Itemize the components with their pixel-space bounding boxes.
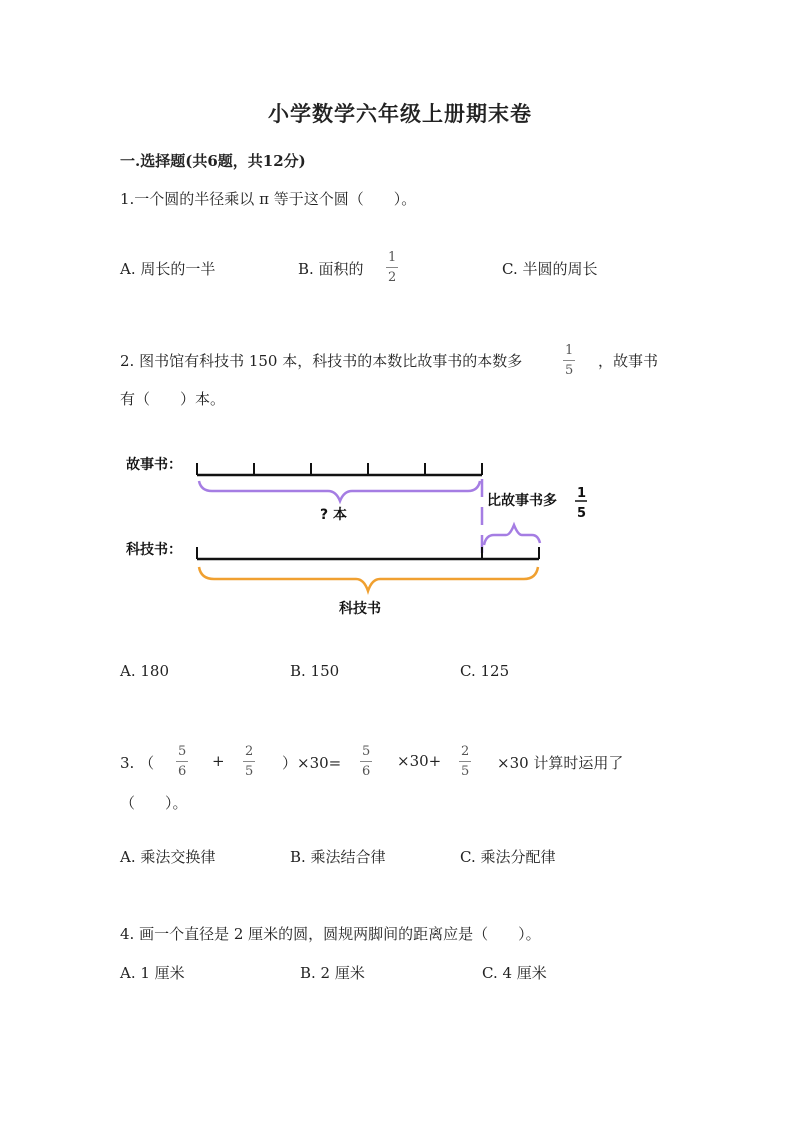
fraction-bar bbox=[360, 761, 372, 762]
fraction-denominator: 6 bbox=[178, 764, 187, 779]
fraction-bar bbox=[386, 267, 398, 268]
q3-plus: + bbox=[212, 752, 225, 770]
purple-brace-extra bbox=[484, 525, 540, 545]
q3-stem-line2: （ ）。 bbox=[120, 794, 188, 812]
fraction-bar bbox=[176, 761, 188, 762]
label-tech-books: 科技书： bbox=[126, 542, 182, 558]
question-1-stem: 1.一个圆的半径乘以 π 等于这个圆（ ）。 bbox=[120, 190, 417, 208]
q2-option-c[interactable]: C. 125 bbox=[460, 662, 510, 680]
question-2-stem-line2: 有（ ）本。 bbox=[120, 390, 226, 408]
q3-mid1: ）×30= bbox=[282, 754, 342, 772]
q3-option-b[interactable]: B. 乘法结合律 bbox=[290, 848, 386, 866]
q3-fraction-1 bbox=[176, 745, 188, 778]
fraction-numerator: 1 bbox=[388, 250, 397, 265]
fraction-denominator: 5 bbox=[461, 764, 470, 779]
fraction-bar bbox=[243, 761, 255, 762]
q3-fraction-4 bbox=[459, 745, 471, 778]
question-2-stem-line1: 2. 图书馆有科技书 150 本，科技书的本数比故事书的本数多 bbox=[120, 352, 523, 370]
fraction-numerator: 5 bbox=[362, 744, 371, 759]
q3-mid2: ×30+ bbox=[397, 752, 442, 770]
q3-tail: ×30 计算时运用了 bbox=[497, 754, 624, 772]
orange-brace-tech bbox=[199, 567, 538, 591]
fraction-numerator: 2 bbox=[461, 744, 470, 759]
label-story-books: 故事书： bbox=[126, 457, 182, 473]
q1-option-b[interactable]: B. 面积的 bbox=[298, 260, 364, 278]
q4-option-a[interactable]: A. 1 厘米 bbox=[120, 964, 185, 982]
fraction-numerator: 5 bbox=[178, 744, 187, 759]
q4-option-c[interactable]: C. 4 厘米 bbox=[482, 964, 547, 982]
q3-open: 3. （ bbox=[120, 754, 155, 772]
q2-stem-fraction bbox=[563, 344, 575, 377]
q1-option-a[interactable]: A. 周长的一半 bbox=[120, 260, 216, 278]
question-2-stem-tail: ，故事书 bbox=[598, 352, 659, 370]
label-more-than: 比故事书多 bbox=[487, 493, 557, 509]
q2-option-b[interactable]: B. 150 bbox=[290, 662, 340, 680]
page-title: 小学数学六年级上册期末卷 bbox=[268, 101, 532, 126]
fraction-numerator: 2 bbox=[245, 744, 254, 759]
fraction-bar bbox=[563, 360, 575, 361]
q3-option-c[interactable]: C. 乘法分配律 bbox=[460, 848, 556, 866]
fraction-denominator: 5 bbox=[245, 764, 254, 779]
section-heading: 一.选择题(共6题，共12分) bbox=[120, 152, 306, 170]
fraction-bar bbox=[459, 761, 471, 762]
q3-fraction-2 bbox=[243, 745, 255, 778]
line-segment-diagram bbox=[120, 445, 610, 625]
question-4-stem: 4. 画一个直径是 2 厘米的圆，圆规两脚间的距离应是（ ）。 bbox=[120, 925, 541, 943]
q1-option-b-fraction bbox=[386, 251, 398, 284]
fraction-denominator: 6 bbox=[362, 764, 371, 779]
q2-option-a[interactable]: A. 180 bbox=[120, 662, 169, 680]
label-question-books: ? 本 bbox=[320, 507, 347, 523]
more-fraction-denominator: 5 bbox=[577, 506, 587, 521]
q1-option-c[interactable]: C. 半圆的周长 bbox=[502, 260, 598, 278]
q3-fraction-3 bbox=[360, 745, 372, 778]
fraction-denominator: 5 bbox=[565, 363, 574, 378]
q4-option-b[interactable]: B. 2 厘米 bbox=[300, 964, 365, 982]
purple-brace-story bbox=[199, 481, 480, 501]
fraction-denominator: 2 bbox=[388, 270, 397, 285]
fraction-numerator: 1 bbox=[565, 343, 574, 358]
label-tech-total: 科技书 bbox=[339, 601, 381, 617]
more-fraction-numerator: 1 bbox=[577, 486, 587, 501]
q3-option-a[interactable]: A. 乘法交换律 bbox=[120, 848, 216, 866]
